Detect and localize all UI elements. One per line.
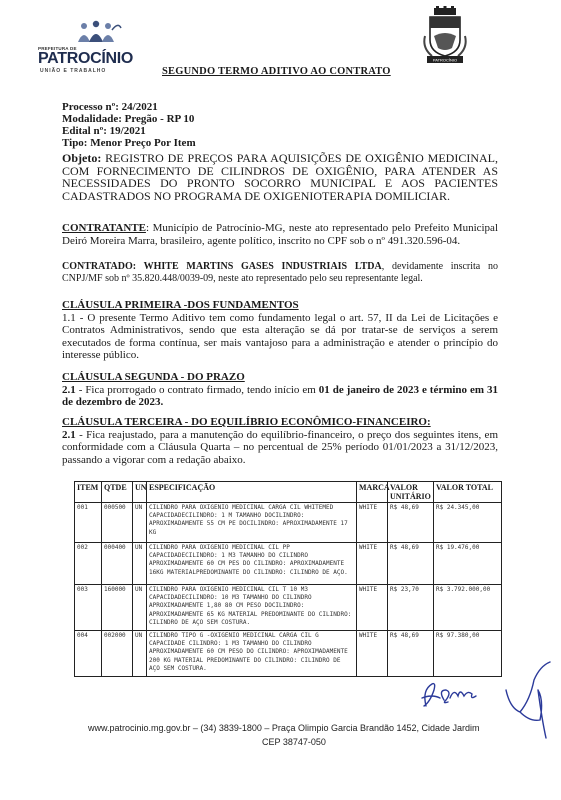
cell-especificacao: CILINDRO PARA OXIGENIO MEDICINAL CIL T 10 M3 CAPACIDADECILINDRO: 10 M3 TAMANHO DO CILINDRO APROXIMADAMENTE 1,80 80 CM PESO DOCILINDRO: APROXIMADAMENTE 65 KG MATERIAL PREDOMINANTE DO CILINDRO: CILINDRO DE AÇO SEM COSTURA.	[147, 585, 357, 631]
clausula-primeira	[62, 299, 498, 362]
processo-line: Processo nº: 24/2021	[62, 101, 158, 113]
people-logo-icon	[76, 20, 122, 46]
cell-marca: WHITE	[357, 585, 388, 631]
cell-especificacao: CILINDRO PARA OXIGENIO MEDICINAL CIL PP CAPACIDADECILINDRO: 1 M3 TAMANHO DO CILINDRO APROXIMADAMENTE 60 CM PES DO CILINDRO: APROXIMADAMENTE 16KG MATERIALPREDOMINANTE DO CILINDRO: CILINDRO DE AÇO.	[147, 543, 357, 585]
edital-line: Edital nº: 19/2021	[62, 125, 146, 137]
tipo-line: Tipo: Menor Preço Por Item	[62, 137, 196, 149]
clausula-primeira-text: 1.1 - O presente Termo Aditivo tem como fundamento legal o art. 57, II da Lei de Licitações e Contratos Administrativos, sendo que esta alteração se dá por tratar-se de serviços a serem executados de forma contínua, ser mais vantajoso para a administração e atender o princípio do interesse público.	[62, 311, 498, 361]
items-table	[74, 481, 502, 677]
cell-especificacao: CILINDRO PARA OXIGENIO MEDICINAL CARGA CIL WHITEMED CAPACIDADECILINDRO: 1 M TAMANHO DOCILINDRO: APROXIMADAMENTE 55 CM PE DOCILINDRO: APROXIMADAMENTE 17 KG	[147, 503, 357, 543]
cell-valor-total: R$ 97.380,00	[434, 631, 502, 677]
contratante-text: : Município de Patrocínio-MG, neste ato representado pelo Prefeito Municipal Deiró Moreira Marra, brasileiro, agente político, inscrito no CPF sob o nº 491.320.596-04.	[62, 222, 498, 247]
clausula-segunda	[62, 371, 498, 409]
cell-qtde: 000500	[102, 503, 133, 543]
contratado-label: CONTRATADO: WHITE MARTINS GASES INDUSTRIAIS LTDA	[62, 261, 382, 272]
contratante-label: CONTRATANTE	[62, 222, 146, 234]
cell-qtde: 000400	[102, 543, 133, 585]
cell-item: 002	[75, 543, 102, 585]
signature-mark-2	[500, 660, 558, 740]
clausula-segunda-text: - Fica prorrogado o contrato firmado, tendo início em	[75, 383, 319, 396]
clausula-terceira-heading: CLÁUSULA TERCEIRA - DO EQUILÍBRIO ECONÔMICO-FINANCEIRO:	[62, 416, 431, 428]
cell-valor-unitario: R$ 48,69	[388, 631, 434, 677]
cell-valor-total: R$ 19.476,00	[434, 543, 502, 585]
objeto-text: REGISTRO DE PREÇOS PARA AQUISIÇÕES DE OXIGÊNIO MEDICINAL, COM FORNECIMENTO DE CILINDROS DE OXIGÊNIO, PARA ATENDER AS NECESSIDADES DO PRONTO SOCORRO MUNICIPAL E AOS PACIENTES CADASTRADOS NO PROGRAMA DE OXIGENIOTERAPIA DOMILICIAR.	[62, 151, 498, 203]
clausula-primeira-heading: CLÁUSULA PRIMEIRA -DOS FUNDAMENTOS	[62, 299, 299, 311]
cell-un: UN	[133, 503, 147, 543]
cell-valor-total: R$ 3.792.000,00	[434, 585, 502, 631]
cell-qtde: 160000	[102, 585, 133, 631]
cell-valor-unitario: R$ 23,70	[388, 585, 434, 631]
footer-cep: CEP 38747-050	[262, 737, 326, 747]
cell-un: UN	[133, 585, 147, 631]
contratante-paragraph	[62, 222, 498, 247]
logo-name: PATROCÍNIO	[38, 50, 134, 67]
col-header-valor-unitario: VALOR UNITÁRIO	[388, 482, 434, 503]
cell-valor-unitario: R$ 48,69	[388, 503, 434, 543]
clausula-terceira	[62, 416, 498, 466]
cell-item: 003	[75, 585, 102, 631]
cell-item: 004	[75, 631, 102, 677]
table-row	[75, 585, 502, 631]
col-header-item: ITEM	[75, 482, 102, 503]
footer-address: www.patrocinio.mg.gov.br – (34) 3839-1800 – Praça Olimpio Garcia Brandão 1452, Cidade Jardim	[88, 723, 480, 733]
col-header-marca: MARCA	[357, 482, 388, 503]
modalidade-line: Modalidade: Pregão - RP 10	[62, 113, 195, 125]
objeto-label: Objeto:	[62, 151, 102, 165]
clausula-segunda-heading: CLÁUSULA SEGUNDA - DO PRAZO	[62, 371, 245, 383]
signature-mark-1	[418, 676, 488, 710]
table-header-row	[75, 482, 502, 503]
city-crest-icon	[422, 6, 468, 66]
table-row	[75, 503, 502, 543]
cell-valor-unitario: R$ 48,69	[388, 543, 434, 585]
contratado-paragraph	[62, 261, 498, 285]
svg-text:PATROCÍNIO: PATROCÍNIO	[432, 57, 458, 63]
clausula-segunda-num: 2.1	[62, 383, 76, 396]
cell-marca: WHITE	[357, 503, 388, 543]
table-row	[75, 631, 502, 677]
cell-especificacao: CILINDRO TIPO G -OXIGENIO MEDICINAL CARGA CIL G CAPACIDADE CILINDRO: 1 M3 TAMANHO DO CILINDRO APROXIMADAMENTE 60 CM PESO DO CILINDRO: APROXIMADAMENTE 200 KG MATERIAL PREDOMINANTE DO CILINDRO: CILINDRO DE AÇO SEM COSTURA.	[147, 631, 357, 677]
col-header-especificacao: ESPECIFICAÇÃO	[147, 482, 357, 503]
logo-prefix: PREFEITURA DE	[38, 46, 77, 51]
objeto-paragraph	[62, 152, 498, 202]
logo-tagline: UNIÃO E TRABALHO	[40, 68, 107, 74]
cell-valor-total: R$ 24.345,00	[434, 503, 502, 543]
cell-un: UN	[133, 631, 147, 677]
patrocinio-logo	[38, 20, 148, 78]
cell-marca: WHITE	[357, 543, 388, 585]
cell-un: UN	[133, 543, 147, 585]
cell-item: 001	[75, 503, 102, 543]
clausula-terceira-text: - Fica reajustado, para a manutenção do equilíbrio-financeiro, o preço dos seguintes itens, em conformidade com a Cláusula Quarta – no percentual de 25% período 01/01/2023 a 31/12/2023, passando a vigorar com a redação abaixo.	[62, 428, 498, 466]
contratado-text: , devidamente inscrita no CNPJ/MF sob nº 35.820.448/0039-09, neste ato representado pelo seu representante legal.	[62, 261, 498, 284]
clausula-segunda-dates: 01 de janeiro de 2023 e término em 31 de dezembro de 2023.	[62, 383, 498, 408]
cell-marca: WHITE	[357, 631, 388, 677]
table-row	[75, 543, 502, 585]
col-header-qtde: QTDE	[102, 482, 133, 503]
col-header-un: UN	[133, 482, 147, 503]
cell-qtde: 002000	[102, 631, 133, 677]
clausula-terceira-num: 2.1	[62, 428, 76, 441]
document-title: SEGUNDO TERMO ADITIVO AO CONTRATO	[162, 66, 391, 77]
col-header-valor-total: VALOR TOTAL	[434, 482, 502, 503]
